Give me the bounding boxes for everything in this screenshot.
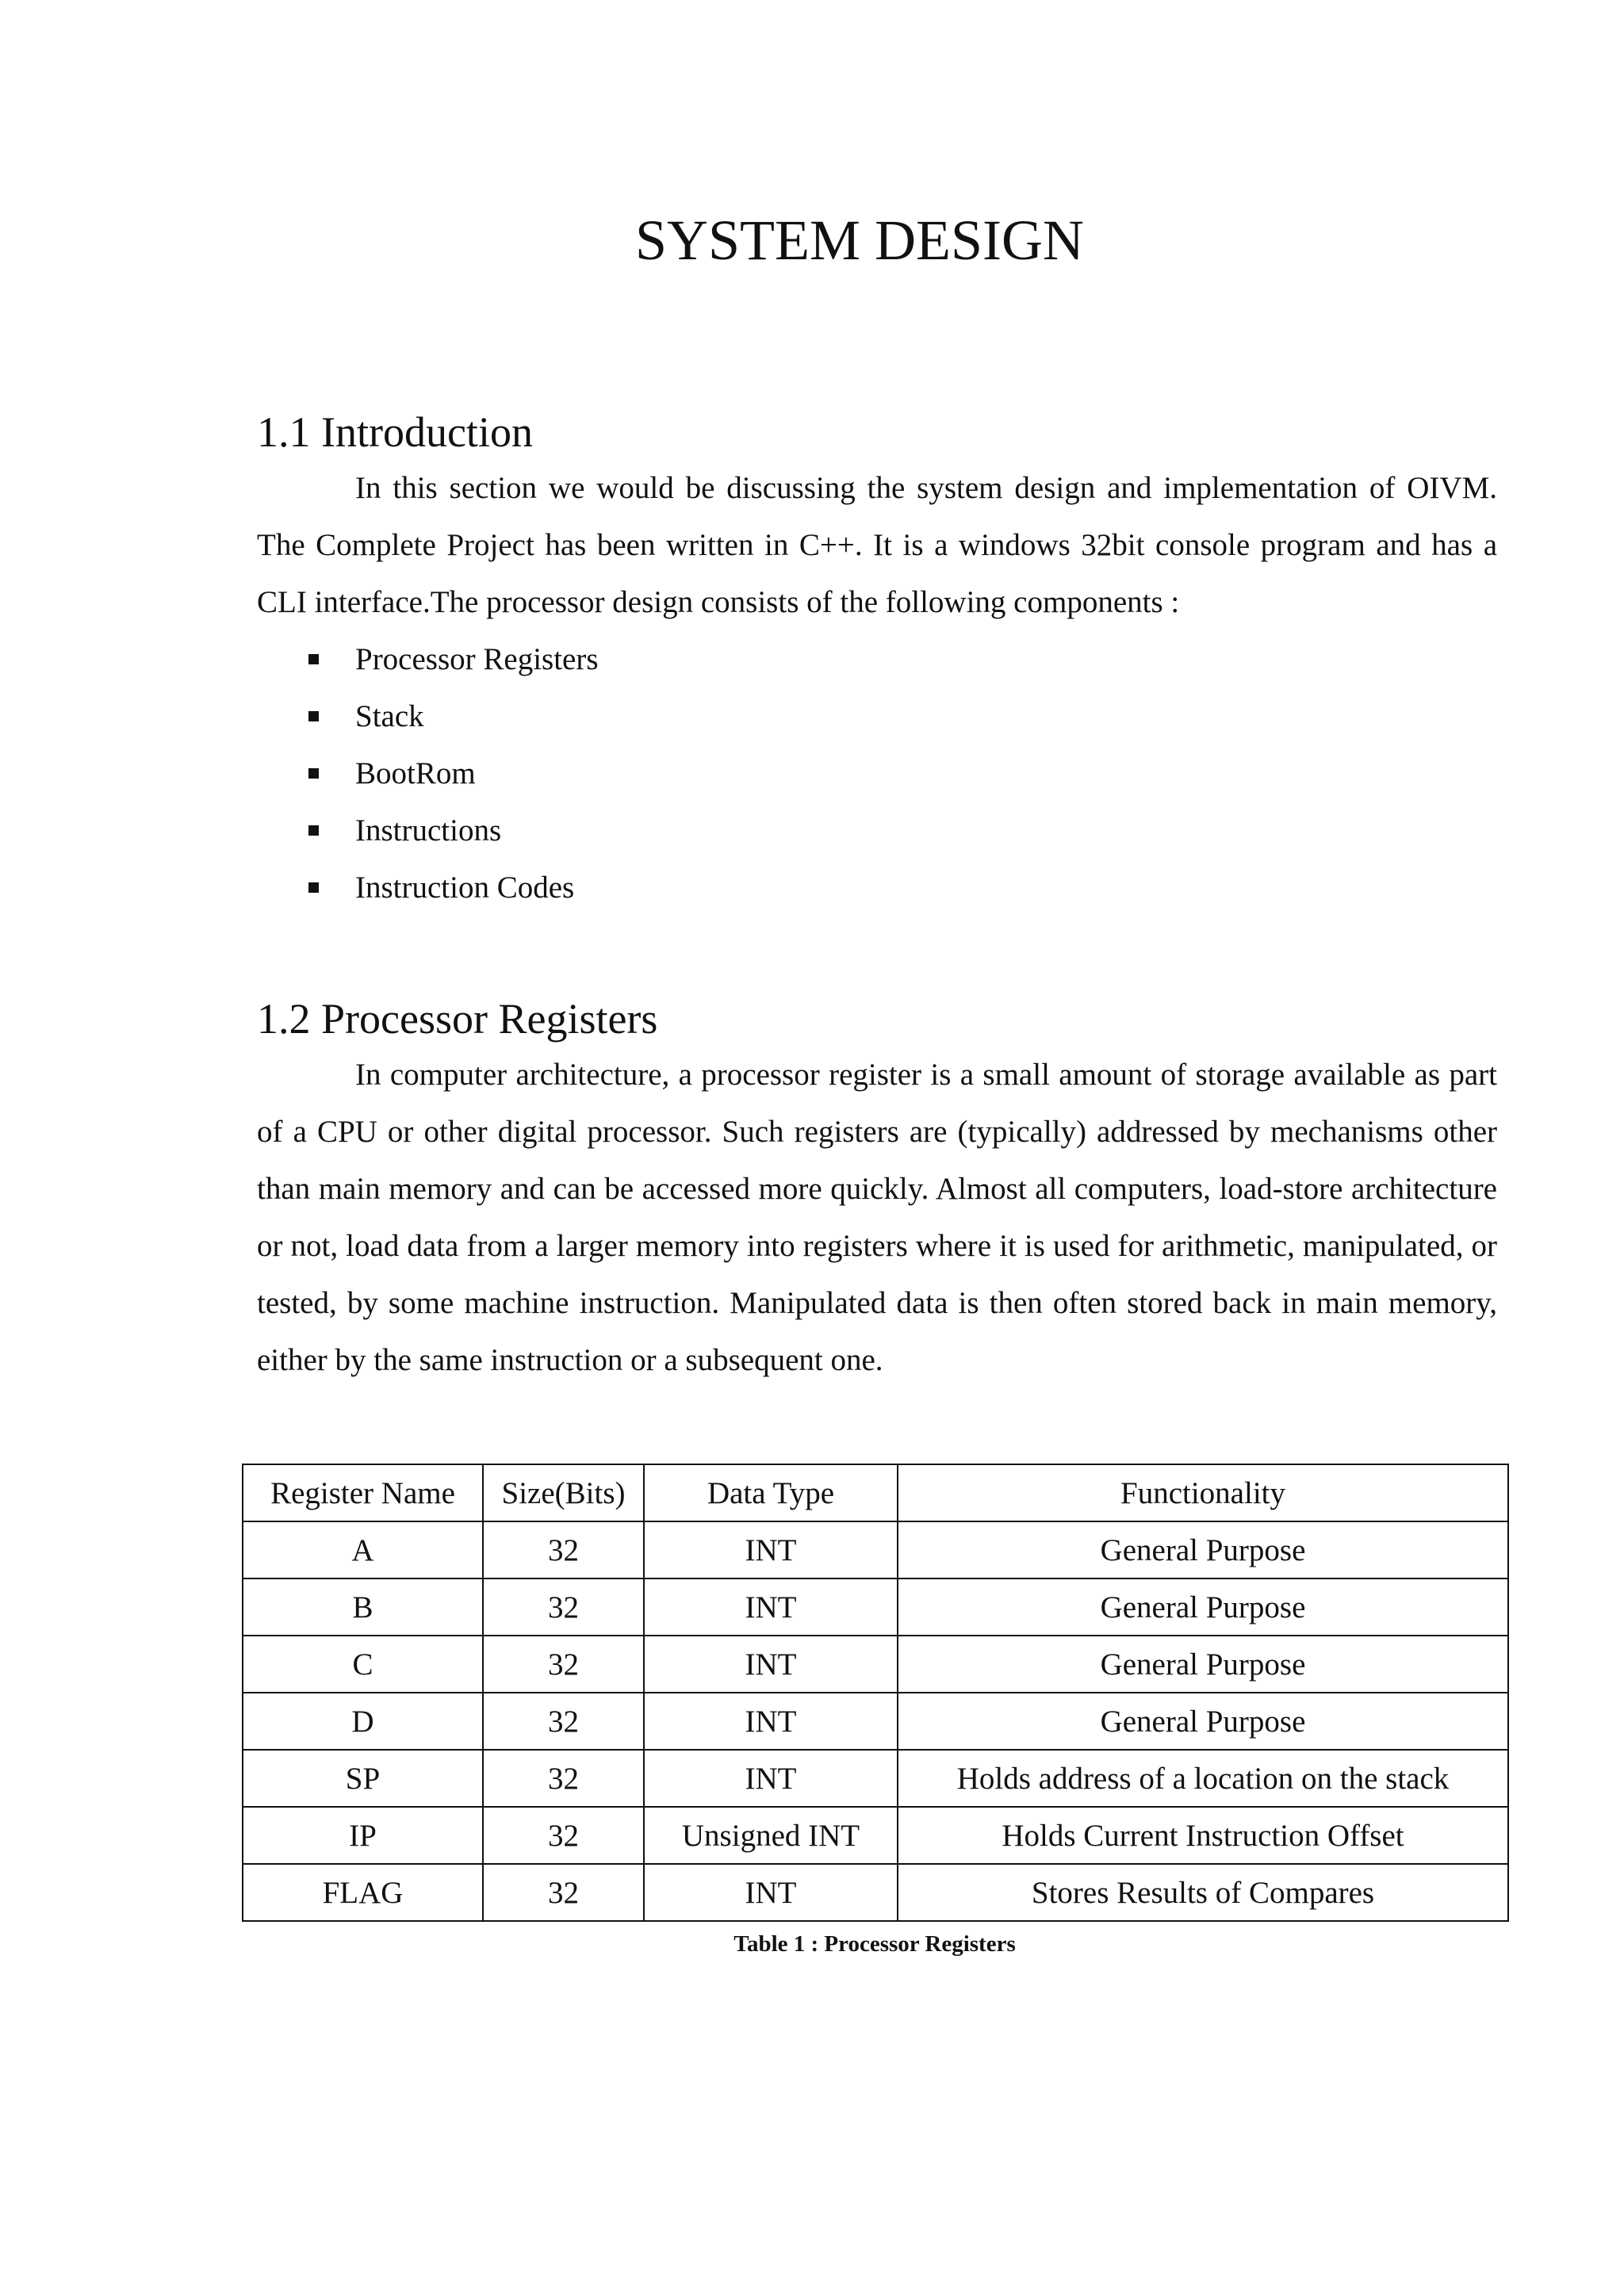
square-bullet-icon <box>308 654 319 664</box>
list-item-label: Instruction Codes <box>355 871 575 905</box>
table-cell: Holds address of a location on the stack <box>898 1750 1508 1807</box>
column-header: Functionality <box>898 1464 1508 1521</box>
list-item-label: Instructions <box>355 813 502 848</box>
table-header-row <box>243 1464 1508 1521</box>
list-item <box>257 745 1497 802</box>
table-cell: INT <box>644 1750 898 1807</box>
table-cell: INT <box>644 1693 898 1750</box>
table-cell: 32 <box>483 1807 644 1864</box>
table-cell: INT <box>644 1521 898 1578</box>
square-bullet-icon <box>308 768 319 779</box>
table-cell: FLAG <box>243 1864 483 1921</box>
list-item <box>257 859 1497 916</box>
table-cell: INT <box>644 1864 898 1921</box>
list-item-label: Stack <box>355 699 424 733</box>
table-cell: Stores Results of Compares <box>898 1864 1508 1921</box>
table-caption: Table 1 : Processor Registers <box>733 1931 1016 1957</box>
list-item-label: BootRom <box>355 756 476 790</box>
component-list <box>257 631 1497 916</box>
processor-registers-table <box>242 1464 1509 1922</box>
square-bullet-icon <box>308 825 319 836</box>
table-cell: 32 <box>483 1521 644 1578</box>
table-cell: 32 <box>483 1636 644 1693</box>
section-processor-registers <box>257 991 1497 1389</box>
table-row <box>243 1693 1508 1750</box>
square-bullet-icon <box>308 882 319 893</box>
list-item <box>257 688 1497 745</box>
introduction-paragraph-text: In this section we would be discussing the system design and implementation of OIVM. The Complete Project has been written in C++. It is a windows 32bit console program and has a CLI interface.The processor design consists of the following components : <box>257 471 1497 619</box>
section-heading-processor-registers: 1.2 Processor Registers <box>257 995 658 1043</box>
table-cell: SP <box>243 1750 483 1807</box>
column-header: Size(Bits) <box>483 1464 644 1521</box>
list-item-label: Processor Registers <box>355 642 599 676</box>
table-cell: 32 <box>483 1578 644 1636</box>
table-cell: C <box>243 1636 483 1693</box>
list-item <box>257 631 1497 688</box>
table-row <box>243 1521 1508 1578</box>
page-title: SYSTEM DESIGN <box>634 209 1085 272</box>
table-cell: D <box>243 1693 483 1750</box>
processor-registers-paragraph-text: In computer architecture, a processor register is a small amount of storage available as part of a CPU or other digital processor. Such registers are (typically) addressed by mechanisms other than main memory and can be accessed more quickly. Almost all computers, load-store architecture or not, load data from a larger memory into registers where it is used for arithmetic, manipulated, or tested, by some machine instruction. Manipulated data is then often stored back in main memory, either by the same instruction or a subsequent one. <box>257 1058 1497 1377</box>
table-cell: General Purpose <box>898 1636 1508 1693</box>
table-cell: A <box>243 1521 483 1578</box>
table-cell: INT <box>644 1578 898 1636</box>
table-cell: Holds Current Instruction Offset <box>898 1807 1508 1864</box>
table-cell: General Purpose <box>898 1521 1508 1578</box>
table-cell: INT <box>644 1636 898 1693</box>
column-header: Data Type <box>644 1464 898 1521</box>
column-header: Register Name <box>243 1464 483 1521</box>
table-row <box>243 1864 1508 1921</box>
table-row <box>243 1636 1508 1693</box>
table-cell: Unsigned INT <box>644 1807 898 1864</box>
table-row <box>243 1750 1508 1807</box>
section-introduction <box>257 404 1497 916</box>
list-item <box>257 802 1497 859</box>
table-cell: General Purpose <box>898 1578 1508 1636</box>
table-cell: B <box>243 1578 483 1636</box>
table-row <box>243 1807 1508 1864</box>
table-row <box>243 1578 1508 1636</box>
square-bullet-icon <box>308 711 319 721</box>
table-cell: 32 <box>483 1693 644 1750</box>
section-heading-introduction: 1.1 Introduction <box>257 408 533 456</box>
processor-registers-paragraph <box>257 1047 1497 1389</box>
introduction-paragraph <box>257 460 1497 631</box>
table-cell: General Purpose <box>898 1693 1508 1750</box>
table-cell: 32 <box>483 1750 644 1807</box>
table-cell: IP <box>243 1807 483 1864</box>
table-cell: 32 <box>483 1864 644 1921</box>
